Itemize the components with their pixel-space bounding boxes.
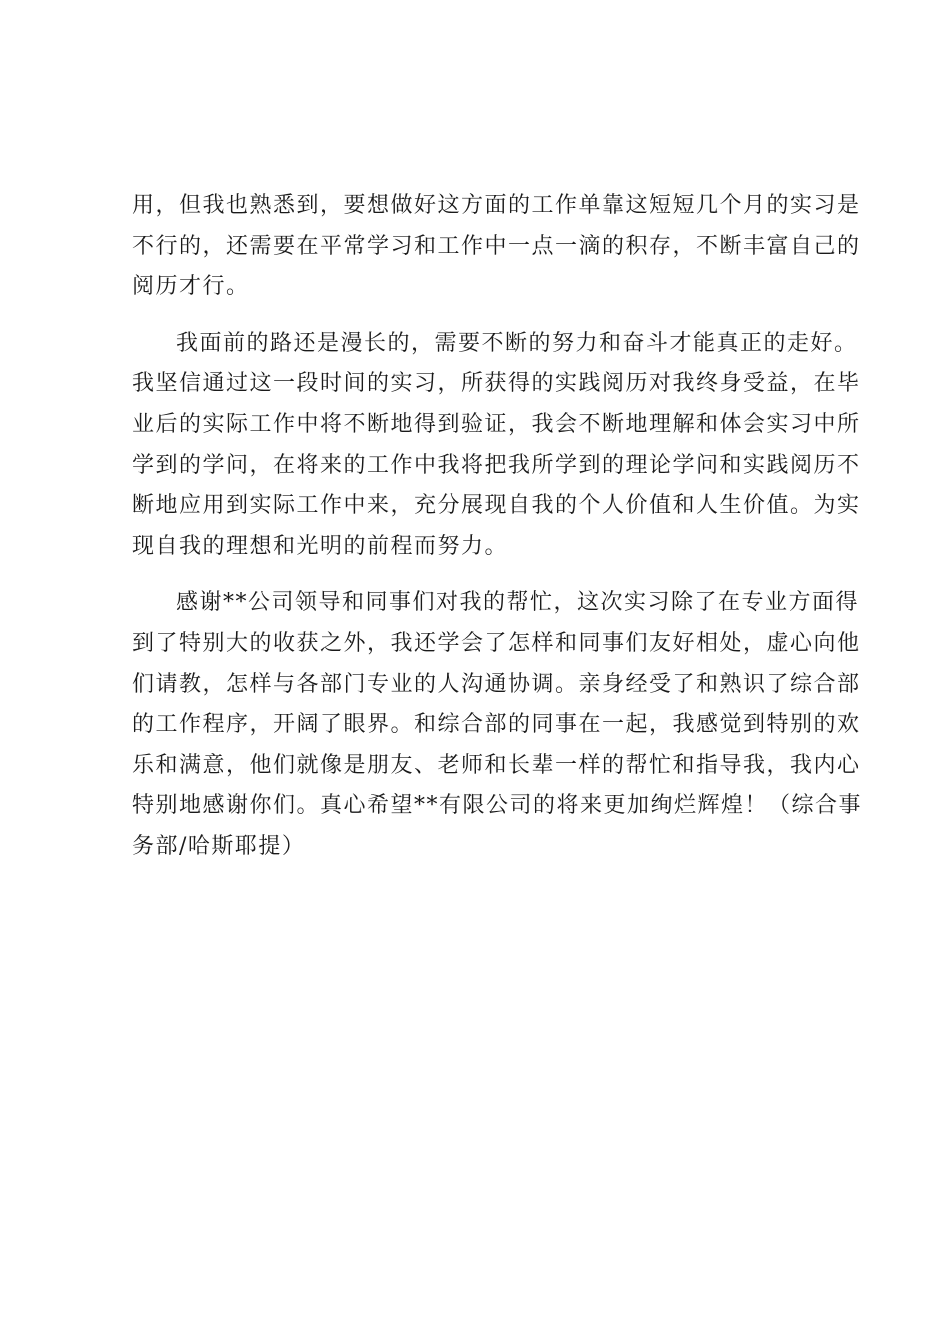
text-line: 学到的学问，在将来的工作中我将把我所学到的理论学问和实践阅历不 (132, 452, 861, 478)
text-line: 的工作程序，开阔了眼界。和综合部的同事在一起，我感觉到特别的欢 (132, 712, 861, 738)
document-body (132, 186, 863, 868)
paragraph-1 (132, 186, 861, 308)
paragraph-3 (132, 583, 863, 867)
text-line: 不行的，还需要在平常学习和工作中一点一滴的积存，不断丰富自己的 (132, 233, 861, 259)
text-line: 阅历才行。 (132, 274, 250, 300)
text-line: 到了特别大的收获之外，我还学会了怎样和同事们友好相处，虚心向他 (132, 630, 861, 656)
text-line: 用，但我也熟悉到，要想做好这方面的工作单靠这短短几个月的实习是 (132, 193, 861, 218)
text-line: 感谢**公司领导和同事们对我的帮忙，这次实习除了在专业方面得 (176, 590, 860, 616)
text-line: 我坚信通过这一段时间的实习，所获得的实践阅历对我终身受益，在毕 (132, 371, 861, 397)
text-line: 特别地感谢你们。真心希望**有限公司的将来更加绚烂辉煌！（综合事 (132, 793, 863, 819)
paragraph-2 (132, 324, 861, 568)
text-line: 务部/哈斯耶提） (132, 833, 306, 859)
text-line: 们请教，怎样与各部门专业的人沟通协调。亲身经受了和熟识了综合部 (132, 671, 861, 697)
text-line: 现自我的理想和光明的前程而努力。 (132, 533, 509, 559)
text-line: 业后的实际工作中将不断地得到验证，我会不断地理解和体会实习中所 (132, 411, 861, 437)
text-line: 乐和满意，他们就像是朋友、老师和长辈一样的帮忙和指导我，我内心 (132, 752, 861, 778)
text-line: 我面前的路还是漫长的，需要不断的努力和奋斗才能真正的走好。 (176, 330, 858, 356)
text-line: 断地应用到实际工作中来，充分展现自我的个人价值和人生价值。为实 (132, 493, 861, 519)
